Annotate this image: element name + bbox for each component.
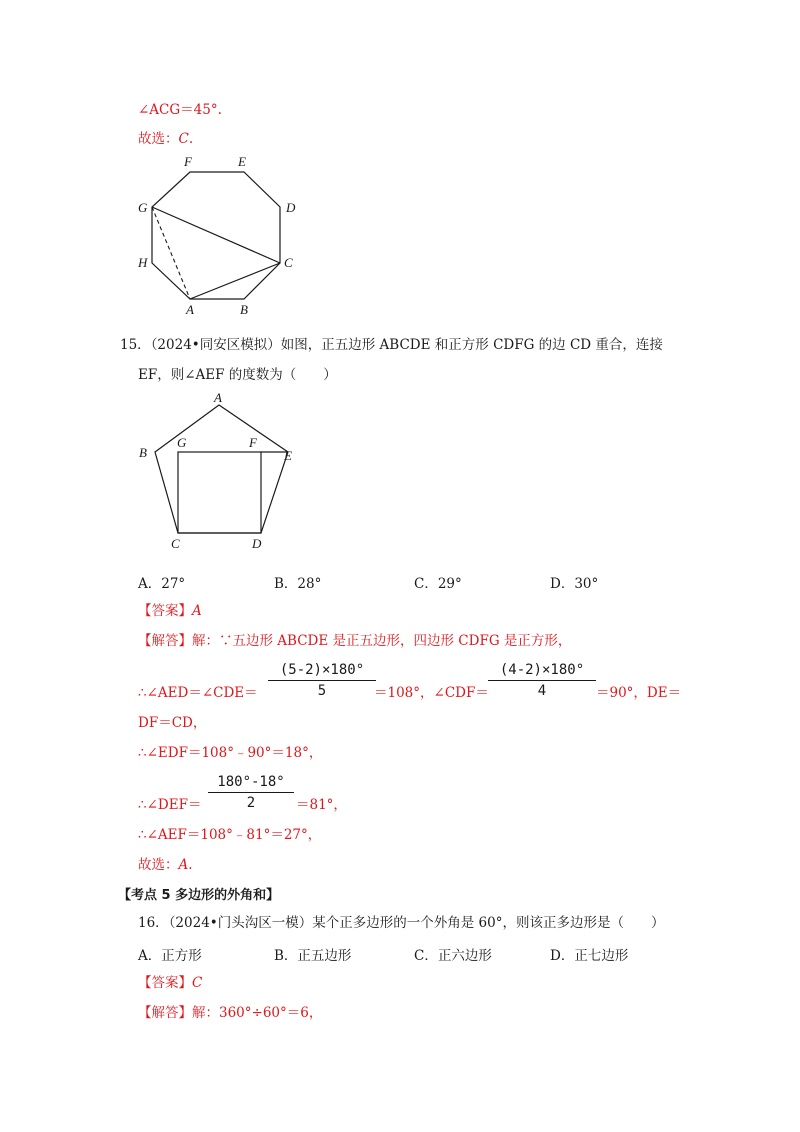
q15-step2-post: ＝90°，DE＝ bbox=[596, 685, 682, 701]
q15-option-d bbox=[550, 572, 598, 592]
q15-fraction-1-numerator: (5-2)×180° bbox=[279, 662, 365, 678]
q15-step4-pre: ∴∠DEF＝ bbox=[138, 797, 202, 813]
octagon-label-c: C bbox=[284, 255, 293, 270]
q16-analysis-tag: 【解答】 bbox=[138, 1005, 192, 1021]
pentagon-label-a: A bbox=[214, 390, 222, 405]
q15-option-c-letter: C． bbox=[414, 576, 438, 592]
q15-fraction-3-denominator: 2 bbox=[246, 795, 256, 811]
prev-choice-value: C bbox=[178, 131, 189, 147]
q16-option-b-letter: B． bbox=[274, 948, 298, 964]
q15-option-a-letter: A． bbox=[138, 576, 162, 592]
pentagon-label-g: G bbox=[177, 435, 187, 450]
octagon-label-h: H bbox=[138, 255, 148, 270]
pentagon-label-b: B bbox=[139, 445, 147, 460]
q16-option-d bbox=[550, 944, 628, 964]
q15-option-b-text: 28° bbox=[297, 576, 322, 592]
q15-step2-pre: ∴∠AED＝∠CDE＝ bbox=[138, 685, 258, 701]
pentagon-label-e: E bbox=[284, 448, 292, 463]
q15-stem-1: 如图，正五边形 ABCDE 和正方形 CDFG 的边 CD 重合，连接 bbox=[280, 337, 663, 353]
q15-stem-line1 bbox=[120, 336, 663, 354]
q15-choice-line bbox=[138, 856, 193, 874]
q15-choice-prefix: 故选： bbox=[138, 857, 179, 873]
q15-analysis-tag: 【解答】 bbox=[138, 633, 192, 649]
q16-stem-line bbox=[138, 914, 664, 932]
q16-option-d-text: 正七边形 bbox=[574, 948, 629, 964]
q15-step3: ∴∠EDF＝108°﹣90°＝18°， bbox=[138, 745, 323, 761]
q15-answer-line bbox=[138, 602, 202, 620]
q16-number: 16． bbox=[138, 915, 169, 931]
q15-choice-value: A bbox=[178, 857, 189, 873]
q16-option-a-text: 正方形 bbox=[161, 948, 202, 964]
q15-analysis-text: 解：∵五边形 ABCDE 是正五边形，四边形 CDFG 是正方形， bbox=[192, 633, 572, 649]
q16-option-d-letter: D． bbox=[550, 948, 575, 964]
q15-answer-value: A bbox=[192, 603, 202, 619]
q15-option-b bbox=[274, 572, 321, 592]
q15-fraction-1-denominator: 5 bbox=[317, 683, 327, 699]
q16-source: （2024•门头沟区一模） bbox=[168, 915, 313, 931]
q15-option-a-text: 27° bbox=[161, 576, 186, 592]
octagon-label-d: D bbox=[286, 200, 296, 215]
prev-angle-line: ∠ACG＝45°. bbox=[138, 102, 222, 118]
segment-ac bbox=[190, 263, 280, 299]
q15-fraction-2-numerator: (4-2)×180° bbox=[499, 662, 585, 678]
pentagon-label-d: D bbox=[252, 536, 262, 551]
q15-fraction-3 bbox=[208, 772, 294, 813]
pentagon-shape bbox=[155, 405, 288, 533]
pentagon-label-c: C bbox=[171, 536, 180, 551]
section-heading: 【考点 5 多边形的外角和】 bbox=[118, 888, 280, 903]
octagon-figure bbox=[130, 150, 310, 318]
q16-option-a bbox=[138, 944, 202, 964]
q15-stem-line2: EF，则∠AEF 的度数为（ ） bbox=[138, 367, 337, 383]
q16-analysis-text: 解：360°÷60°＝6， bbox=[192, 1005, 323, 1021]
q15-fraction-2 bbox=[488, 660, 596, 701]
q16-option-c bbox=[414, 944, 492, 964]
q15-step2-mid: ＝108°，∠CDF＝ bbox=[374, 685, 489, 701]
q15-source: （2024•同安区模拟） bbox=[150, 337, 281, 353]
q15-option-d-letter: D． bbox=[550, 576, 575, 592]
q16-answer-tag: 【答案】 bbox=[138, 975, 192, 991]
q15-fraction-1 bbox=[268, 660, 376, 701]
square-shape bbox=[178, 452, 261, 533]
q16-answer-line bbox=[138, 974, 202, 992]
q15-step4-post: ＝81°， bbox=[296, 797, 347, 813]
q16-analysis-line bbox=[138, 1004, 322, 1022]
q15-option-b-letter: B． bbox=[274, 576, 298, 592]
octagon-label-a: A bbox=[186, 302, 194, 317]
q15-option-a bbox=[138, 572, 185, 592]
q16-option-b-text: 正五边形 bbox=[297, 948, 352, 964]
q16-option-c-letter: C． bbox=[414, 948, 438, 964]
octagon-label-b: B bbox=[240, 302, 248, 317]
q16-answer-value: C bbox=[192, 975, 203, 991]
prev-choice-line bbox=[138, 130, 193, 148]
octagon-label-g: G bbox=[138, 200, 148, 215]
prev-choice-prefix: 故选： bbox=[138, 131, 179, 147]
q15-option-c bbox=[414, 572, 462, 592]
octagon-label-f: F bbox=[184, 154, 192, 169]
q15-step2-cont: DF＝CD， bbox=[138, 715, 207, 731]
q15-fraction-2-denominator: 4 bbox=[537, 683, 547, 699]
q15-fraction-3-numerator: 180°-18° bbox=[217, 774, 285, 790]
prev-choice-suffix: . bbox=[188, 131, 194, 147]
q16-stem: 某个正多边形的一个外角是 60°，则该正多边形是（ ） bbox=[312, 915, 665, 931]
pentagon-figure bbox=[135, 390, 310, 555]
q15-step5: ∴∠AEF＝108°﹣81°＝27°， bbox=[138, 827, 322, 843]
q15-answer-tag: 【答案】 bbox=[138, 603, 192, 619]
q15-option-d-text: 30° bbox=[574, 576, 599, 592]
octagon-label-e: E bbox=[238, 154, 246, 169]
q15-option-c-text: 29° bbox=[437, 576, 462, 592]
q16-option-a-letter: A． bbox=[138, 948, 162, 964]
pentagon-label-f: F bbox=[249, 435, 257, 450]
q16-option-b bbox=[274, 944, 351, 964]
q15-analysis-line1 bbox=[138, 632, 571, 650]
q16-option-c-text: 正六边形 bbox=[437, 948, 492, 964]
q15-choice-suffix: . bbox=[188, 857, 193, 873]
q15-number: 15． bbox=[120, 337, 151, 353]
